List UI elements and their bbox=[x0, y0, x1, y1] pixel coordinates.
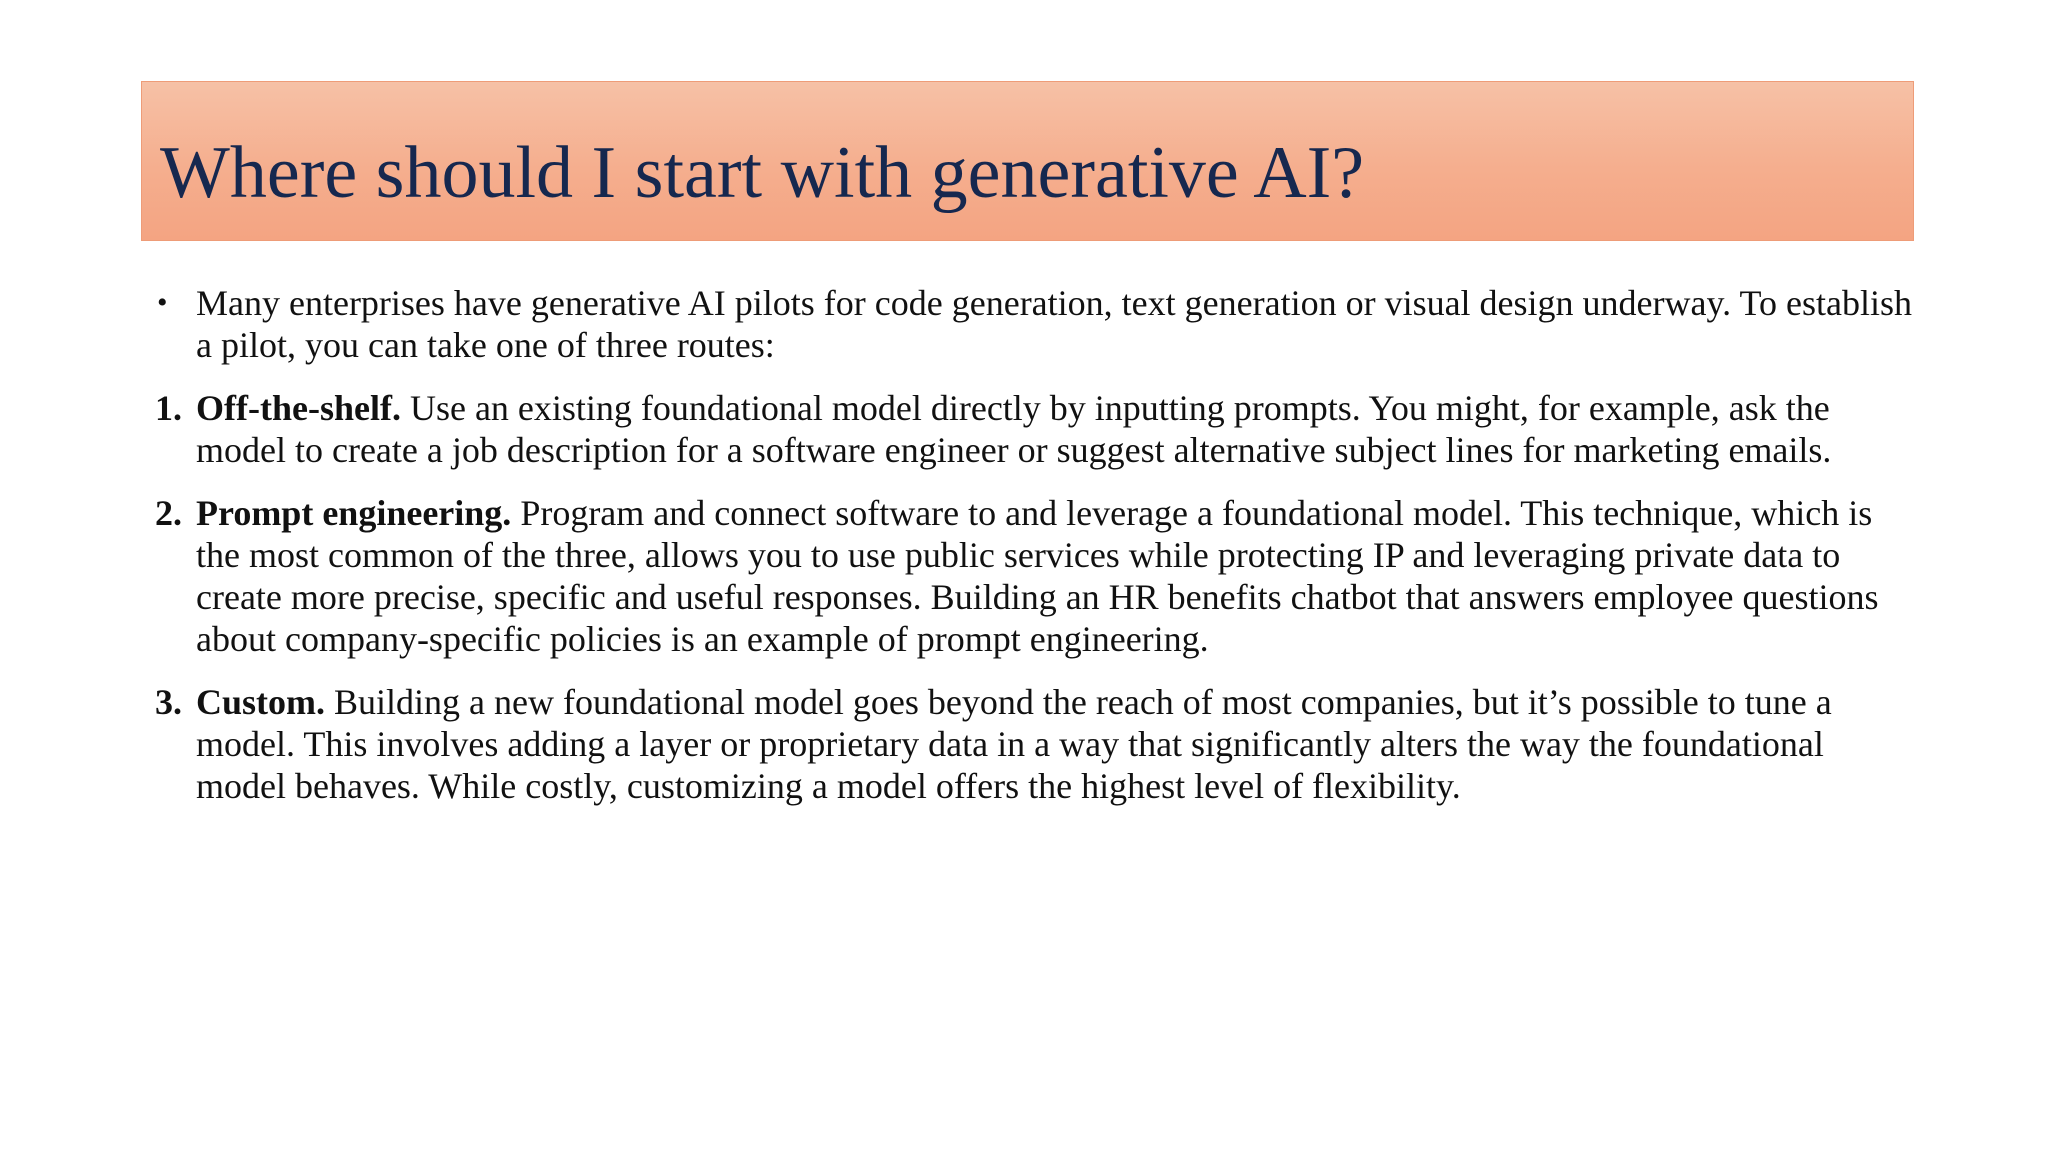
route-item-custom bbox=[155, 681, 1915, 807]
route-number: 2. bbox=[155, 493, 182, 533]
route-lead: Off-the-shelf. bbox=[196, 388, 401, 428]
title-bar bbox=[141, 81, 1914, 241]
bullet-marker: • bbox=[157, 286, 168, 319]
route-lead: Custom. bbox=[196, 682, 326, 722]
route-number: 3. bbox=[155, 682, 182, 722]
intro-paragraph bbox=[155, 282, 1915, 366]
route-text: Program and connect software to and leverage a foundational model. This technique, which is the most common of the three, allows you to use public services while protecting IP and leveraging private data to create more precise, specific and useful responses. Building an HR benefits chatbot that answers employee questions about company-specific policies is an example of prompt engineering. bbox=[196, 493, 1879, 659]
route-number: 1. bbox=[155, 388, 182, 428]
route-text: Building a new foundational model goes beyond the reach of most companies, but it’s possible to tune a model. This involves adding a layer or proprietary data in a way that significantly alters the way the foundational model behaves. While costly, customizing a model offers the highest level of flexibility. bbox=[196, 682, 1832, 806]
intro-text: Many enterprises have generative AI pilots for code generation, text generation or visual design underway. To establish a pilot, you can take one of three routes: bbox=[196, 283, 1912, 365]
route-item-prompt-engineering bbox=[155, 492, 1915, 660]
slide-body bbox=[155, 282, 1915, 828]
route-lead: Prompt engineering. bbox=[196, 493, 512, 533]
route-item-off-the-shelf bbox=[155, 387, 1915, 471]
route-text: Use an existing foundational model directly by inputting prompts. You might, for example, ask the model to create a job description for a software engineer or suggest alternative subject lines for marketing emails. bbox=[196, 388, 1832, 470]
slide-title: Where should I start with generative AI? bbox=[160, 132, 1365, 214]
